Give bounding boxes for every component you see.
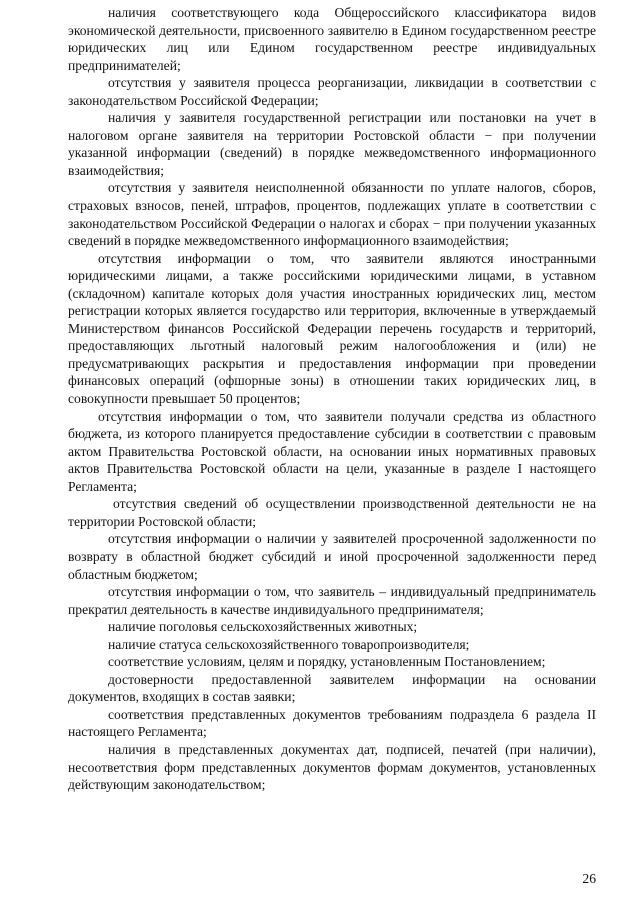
- paragraph-no-budget-funds: отсутствия информации о том, что заявители получали средства из областного бюджета, из которого планируется предоставление субсидии в соответствии с правовым актом Правительства Ростовской области, на основании иных нормативных правовых актов Правительства Ростовской области на цели, указанные в разделе I настоящего Регламента;: [68, 408, 596, 494]
- document-body: [68, 4, 596, 794]
- paragraph-no-tax-debt: отсутствия у заявителя неисполненной обязанности по уплате налогов, сборов, страховых взносов, пеней, штрафов, процентов, подлежащих уплате в соответствии с законодательством Российской Федерации о налогах и сборах − при получении указанных сведений в порядке межведомственного информационного взаимодействия;: [68, 180, 596, 249]
- paragraph-conditions-compliance: соответствие условиям, целям и порядку, установленным Постановлением;: [108, 654, 546, 670]
- paragraph-dates-signatures: наличия в представленных документах дат, подписей, печатей (при наличии), несоответствия форм представленных документов формам документов, установленных действующим законодательством;: [68, 741, 596, 793]
- paragraph-okved-code: наличия соответствующего кода Общероссийского классификатора видов экономической деятельности, присвоенного заявителю в Едином государственном реестре юридических лиц или Едином государственном реестре индивидуальных предпринимателей;: [68, 5, 596, 73]
- paragraph-documents-requirements: соответствия представленных документов требованиям подраздела 6 раздела II настоящего Регламента;: [68, 706, 596, 740]
- paragraph-no-reorganization: отсутствия у заявителя процесса реорганизации, ликвидации в соответствии с законодательством Российской Федерации;: [68, 75, 596, 108]
- page-number: 26: [582, 871, 596, 886]
- paragraph-livestock: наличие поголовья сельскохозяйственных животных;: [108, 619, 418, 635]
- paragraph-state-registration: наличия у заявителя государственной регистрации или постановки на учет в налоговом органе заявителя на территории Ростовской области − при получении указанной информации (сведений) в порядке межведомственного информационного взаимодействия;: [68, 110, 596, 178]
- paragraph-information-reliability: достоверности предоставленной заявителем информации на основании документов, входящих в состав заявки;: [68, 671, 596, 705]
- paragraph-production-location: отсутствия сведений об осуществлении производственной деятельности не на территории Ростовской области;: [68, 496, 596, 529]
- paragraph-no-foreign-entities: отсутствия информации о том, что заявители являются иностранными юридическими лицами, а также российскими юридическими лицами, в уставном (складочном) капитале которых доля участия иностранных юридических лиц, местом регистрации которых является государство или территория, включенные в утверждаемый Министерством финансов Российской Федерации перечень государств и территорий, предоставляющих льготный налоговый режим налогообложения и (или) не предусматривающих раскрытия и предоставления информации при проведении финансовых операций (офшорные зоны) в отношении таких юридических лиц, в совокупности превышает 50 процентов;: [68, 250, 596, 407]
- paragraph-entrepreneur-activity: отсутствия информации о том, что заявитель – индивидуальный предприниматель прекратил деятельность в качестве индивидуального предпринимателя;: [68, 584, 596, 617]
- paragraph-no-overdue-debt: отсутствия информации о наличии у заявителей просроченной задолженности по возврату в областной бюджет субсидий и иной просроченной задолженности перед областным бюджетом;: [68, 531, 596, 582]
- paragraph-producer-status: наличие статуса сельскохозяйственного товаропроизводителя;: [108, 636, 470, 652]
